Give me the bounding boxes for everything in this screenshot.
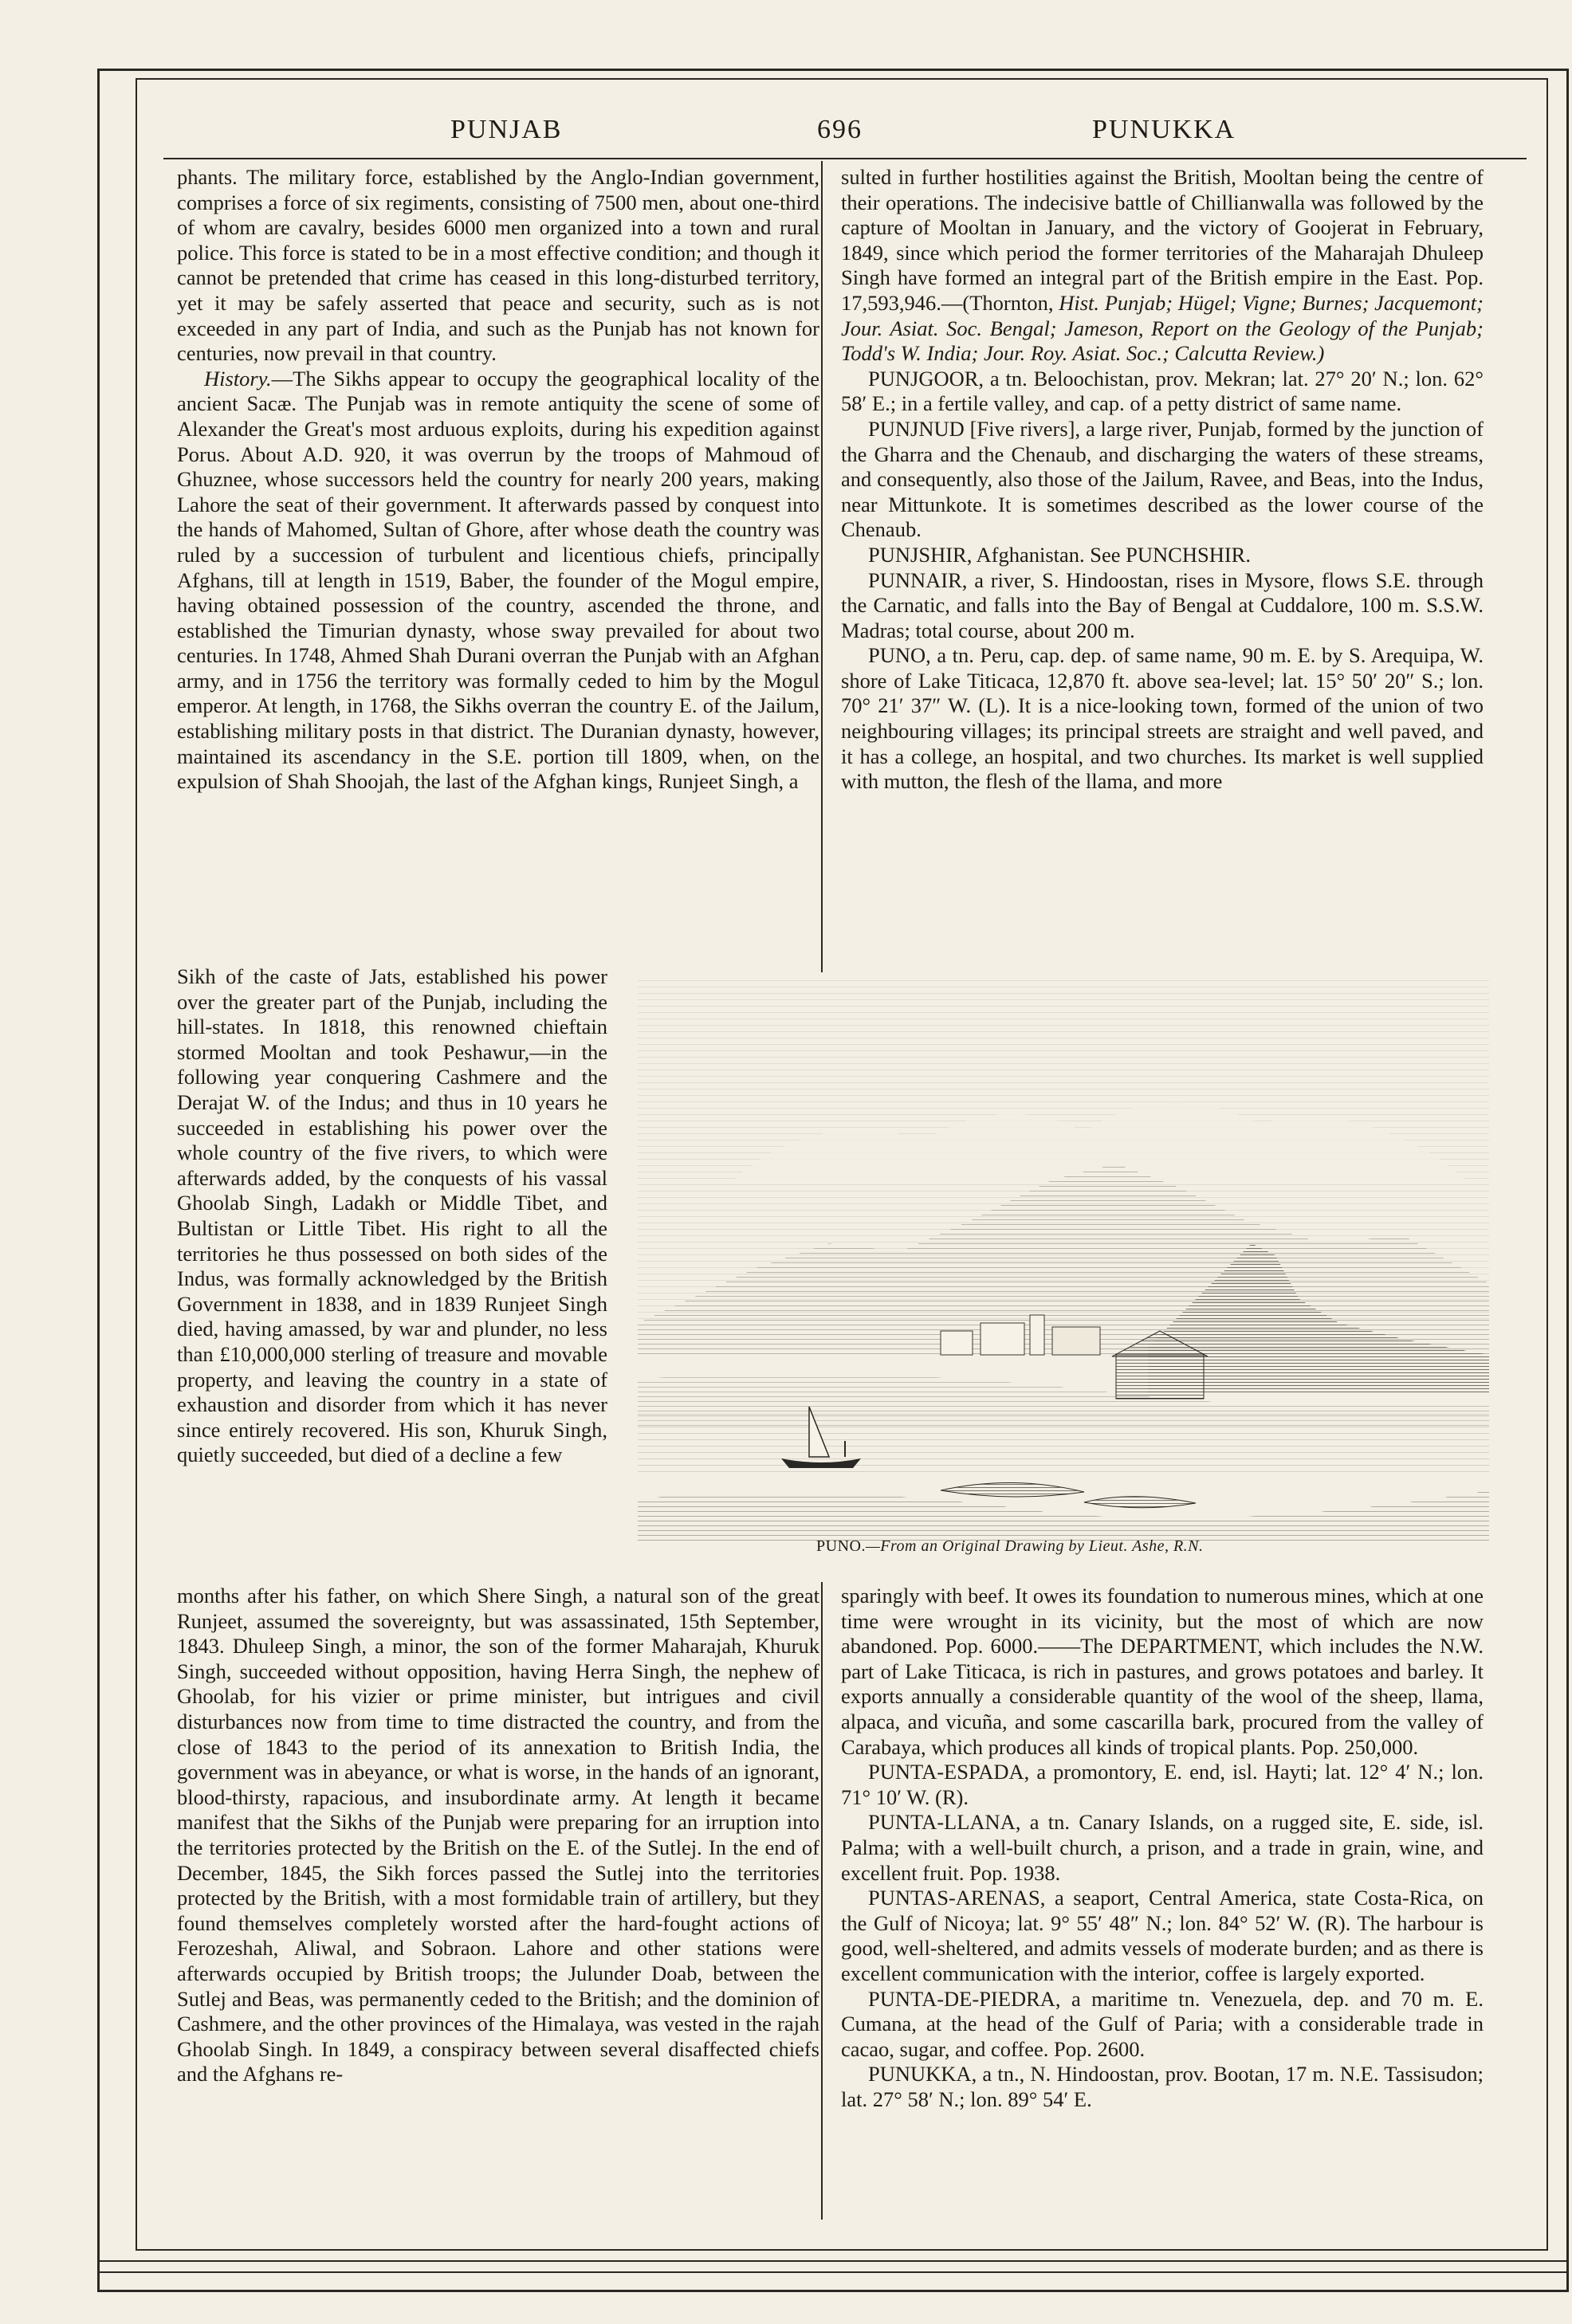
paragraph: Sikh of the caste of Jats, established his power over the greater part of the Punjab, including the hill-states. In 1818, this renowned chieftain stormed Mooltan and took Peshawur,—in the following year conquering Cashmere and the Derajat W. of the Indus; and thus in 10 years he succeeded in establishing his power over the whole country of the five rivers, to which were afterwards added, by the conquests of his vassal Ghoolab Singh, Ladakh or Middle Tibet, and Bultistan or Little Tibet. His right to all the territories he thus possessed on both sides of the Indus, was formally acknowledged by the British Government in 1838, and in 1839 Runjeet Singh died, having amassed, by war and plunder, no less than £10,000,000 sterling of treasure and movable property, and leaving the country in a state of exhaustion and disorder from which it has never since entirely recovered. His son, Khuruk Singh, quietly succeeded, but died of a decline a few: [177, 964, 607, 1467]
caption-text: —From an Original Drawing by Lieut. Ashe, R.N.: [865, 1537, 1204, 1555]
entry-puno: PUNO, a tn. Peru, cap. dep. of same name, 90 m. E. by S. Arequipa, W. shore of Lake Titicaca, 12,870 ft. above sea-level; lat. 15° 50′ 20″ S.; lon. 70° 21′ 37″ W. (L). It is a nice-looking town, formed of the union of two neighbouring villages; its principal streets are straight and well paved, and it has a college, an hospital, and two churches. Its market is well supplied with mutton, the flesh of the llama, and more: [841, 643, 1484, 794]
column-divider-bottom: [821, 1582, 823, 2220]
entry-punjgoor: PUNJGOOR, a tn. Beloochistan, prov. Mekran; lat. 27° 20′ N.; lon. 62° 58′ E.; in a fertile valley, and cap. of a petty district of same name.: [841, 366, 1484, 416]
references: Hist. Punjab; Hügel; Vigne; Burnes; Jacquemont; Jour. Asiat. Soc. Bengal; Jameson, Report on the Geology of the Punjab; Todd's W. India; Jour. Roy. Asiat. Soc.; Calcutta Review.): [841, 290, 1484, 366]
paragraph: phants. The military force, established by the Anglo-Indian government, comprises a force of six regiments, consisting of 7500 men, about one-third of whom are cavalry, besides 6000 men organized into a town and rural police. This force is stated to be in a most effective condition; and though it cannot be pretended that crime has ceased in this long-disturbed territory, yet it may be safely asserted that peace and security, such as is not exceeded in any part of India, and such as the Punjab has not known for centuries, now prevail in that country.: [177, 165, 819, 366]
left-column-top: [177, 165, 819, 795]
entry-puntas-arenas: PUNTAS-ARENAS, a seaport, Central America, state Costa-Rica, on the Gulf of Nicoya; lat. 9° 55′ 48″ N.; lon. 84° 52′ W. (R). The harbour is good, well-sheltered, and admits vessels of moderate burden; and as there is excellent communication with the interior, coffee is largely exported.: [841, 1886, 1484, 1985]
puno-engraving: [638, 980, 1489, 1543]
header-right: PUNUKKA: [1092, 115, 1236, 144]
entry-punta-espada: PUNTA-ESPADA, a promontory, E. end, isl. Hayti; lat. 12° 4′ N.; lon. 71° 10′ W. (R).: [841, 1760, 1484, 1809]
header-left: PUNJAB: [450, 115, 563, 144]
footer-rule-2: [97, 2271, 1569, 2273]
continuation-text: sulted in further hostilities against the British, Mooltan being the centre of their operations. The indecisive battle of Chillianwalla was followed by the capture of Mooltan in January, and the victory of Goojerat in February, 1849, since which period the former territories of the Maharajah Dhuleep Singh have formed an integral part of the British empire in the East. Pop. 17,593,946.—(Thornton,: [841, 165, 1484, 315]
left-column-wrap: [177, 964, 607, 1468]
lake: [638, 1411, 1489, 1474]
entry-punta-llana: PUNTA-LLANA, a tn. Canary Islands, on a rugged site, E. side, isl. Palma; with a well-built church, a prison, and a trade in grain, wine, and excellent fruit. Pop. 1938.: [841, 1810, 1484, 1885]
column-divider-top: [821, 161, 823, 972]
history-text: The Sikhs appear to occupy the geographical locality of the ancient Sacæ. The Punjab was in remote antiquity the scene of some of Alexander the Great's most arduous exploits, during his expedition against Porus. About A.D. 920, it was overrun by the troops of Mahmoud of Ghuznee, whose successors held the country for nearly 200 years, making Lahore the seat of their government. It afterwards passed by conquest into the hands of Mahomed, Sultan of Ghore, after whose death the country was ruled by a succession of turbulent and licentious chiefs, principally Afghans, till at length in 1519, Baber, the founder of the Mogul empire, having obtained possession of the country, ascended the throne, and established the Timurian dynasty, whose sway prevailed for about two centuries. In 1748, Ahmed Shah Durani overran the Punjab with an Afghan army, and in 1756 the territory was formally ceded to him by the Mogul emperor. At length, in 1768, the Sikhs overran the country E. of the Jailum, establishing military posts in that district. The Duranian dynasty, however, maintained its ascendancy in the S.E. portion till 1809, when, on the expulsion of Shah Shoojah, the last of the Afghan kings, Runjeet Singh, a: [177, 366, 819, 794]
entry-punta-de-piedra: PUNTA-DE-PIEDRA, a maritime tn. Venezuela, dep. and 70 m. E. Cumana, at the head of the Gulf of Paria; with a considerable trade in cacao, sugar, and coffee. Pop. 2600.: [841, 1986, 1484, 2061]
puno-continuation: sparingly with beef. It owes its foundation to numerous mines, which at one time were wrought in its vicinity, but the most of which are now abandoned. Pop. 6000.——The DEPARTMENT, which includes the N.W. part of Lake Titicaca, is rich in pastures, and grows potatoes and barley. It exports annually a considerable quantity of the wool of the sheep, llama, alpaca, and vicuña, and some cascarilla bark, procured from the valley of Carabaya, which produces all kinds of tropical plants. Pop. 250,000.: [841, 1584, 1484, 1759]
entry-punukka: PUNUKKA, a tn., N. Hindoostan, prov. Bootan, 17 m. N.E. Tassisudon; lat. 27° 58′ N.; lon. 89° 54′ E.: [841, 2062, 1484, 2111]
history-label: History.: [204, 366, 272, 391]
paragraph: [841, 165, 1484, 367]
history-paragraph: History.—The Sikhs appear to occupy the geographical locality of the ancient Sacæ. The Punjab was in remote antiquity the scene of some of Alexander the Great's most arduous exploits, during his expedition against Porus. About A.D. 920, it was overrun by the troops of Mahmoud of Ghuznee, whose successors held the country for nearly 200 years, making Lahore the seat of their government. It afterwards passed by conquest into the hands of Mahomed, Sultan of Ghore, after whose death the country was ruled by a succession of turbulent and licentious chiefs, principally Afghans, till at length in 1519, Baber, the founder of the Mogul empire, having obtained possession of the country, ascended the throne, and established the Timurian dynasty, whose sway prevailed for about two centuries. In 1748, Ahmed Shah Durani overran the Punjab with an Afghan army, and in 1756 the territory was formally ceded to him by the Mogul emperor. At length, in 1768, the Sikhs overran the country E. of the Jailum, establishing military posts in that district. The Duranian dynasty, however, maintained its ascendancy in the S.E. portion till 1809, when, on the expulsion of Shah Shoojah, the last of the Afghan kings, Runjeet Singh, a: [177, 366, 819, 794]
caption-label: PUNO.: [816, 1537, 866, 1555]
left-column-bottom: [177, 1584, 819, 2087]
foreground-reeds: [638, 1490, 1489, 1543]
entry-punjshir: PUNJSHIR, Afghanistan. See PUNCHSHIR.: [868, 542, 1251, 567]
header-rule: [163, 158, 1527, 159]
illustration-caption: [816, 1537, 1374, 1556]
entry-punnair: PUNNAIR, a river, S. Hindoostan, rises in Mysore, flows S.E. through the Carnatic, and falls into the Bay of Bengal at Cuddalore, 100 m. S.S.W. Madras; total course, about 200 m.: [841, 567, 1484, 642]
entry-punjnud: PUNJNUD [Five rivers], a large river, Punjab, formed by the junction of the Gharra and the Chenaub, and discharging the waters of these streams, and consequently, also those of the Jailum, Ravee, and Beas, into the Indus, near Mittunkote. It is sometimes described as the lower course of the Chenaub.: [841, 416, 1484, 542]
footer-rule: [97, 2260, 1569, 2262]
page-number: 696: [817, 115, 863, 144]
right-column-bottom: [841, 1584, 1484, 2112]
running-header: [163, 115, 1527, 151]
paragraph: months after his father, on which Shere Singh, a natural son of the great Runjeet, assumed the sovereignty, but was assassinated, 15th September, 1843. Dhuleep Singh, a minor, the son of the former Maharajah, Khuruk Singh, succeeded without opposition, having Herra Singh, the nephew of Ghoolab, for his vizier or prime minister, but intrigues and civil disturbances now from time to time distracted the country, and from the close of 1843 to the period of its annexation to British India, the government was in abeyance, or what is worse, in the hands of an ignorant, blood-thirsty, rapacious, and insubordinate army. At length it became manifest that the Sikhs of the Punjab were preparing for an irruption into the territories protected by the British on the E. of the Sutlej. In the end of December, 1845, the Sikh forces passed the Sutlej into the territories protected by the British, with a most formidable train of artillery, but they found themselves completely worsted after the hard-fought actions of Ferozeshah, Aliwal, and Sobraon. Lahore and other stations were afterwards occupied by British troops; the Julunder Doab, between the Sutlej and Beas, was permanently ceded to the British; and the dominion of Cashmere, and the other provinces of the Himalaya, was vested in the rajah Ghoolab Singh. In 1849, a conspiracy between several disaffected chiefs and the Afghans re-: [177, 1584, 819, 2086]
right-column-top: [841, 165, 1484, 795]
